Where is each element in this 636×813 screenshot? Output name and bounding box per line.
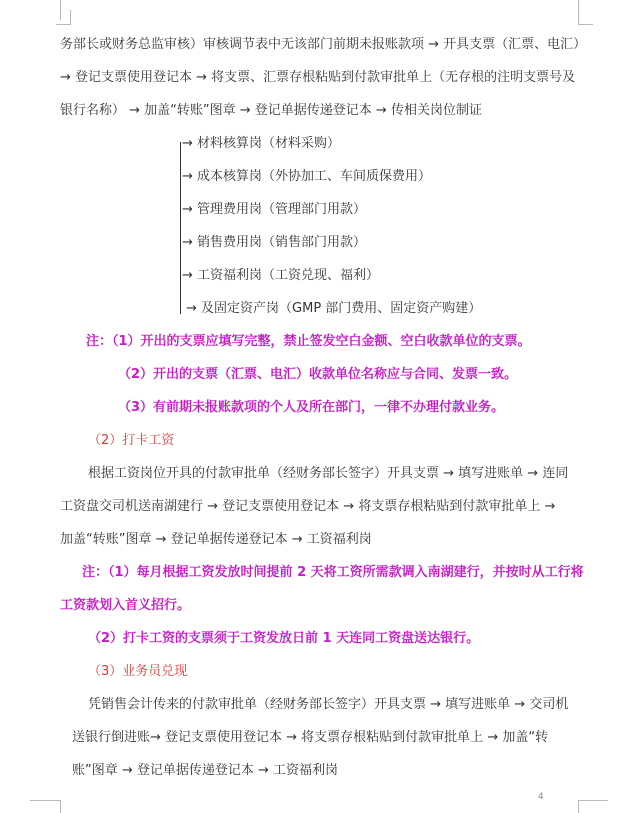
text-line: → 成本核算岗（外协加工、车间质保费用） xyxy=(182,169,432,184)
text-line: （2）打卡工资的支票须于工资发放日前 1 天连同工资盘送达银行。 xyxy=(88,631,480,646)
text-line: → 管理费用岗（管理部门用款） xyxy=(182,202,367,217)
text-line: 工资盘交司机送南湖建行 → 登记支票使用登记本 → 将支票存根粘贴到付款审批单上 → xyxy=(60,499,556,514)
branch-bracket-line xyxy=(180,142,181,314)
text-line: → 工资福利岗（工资兑现、福利） xyxy=(182,268,380,283)
text-line: （2）打卡工资 xyxy=(88,433,175,448)
text-line: 银行名称） → 加盖“转账”图章 → 登记单据传递登记本 → 传相关岗位制证 xyxy=(60,103,482,118)
text-line: → 销售费用岗（销售部门用款） xyxy=(182,235,367,250)
corner-mark-bottom-left xyxy=(60,800,61,813)
text-line: 注：（1）开出的支票应填写完整，禁止签发空白金额、空白收款单位的支票。 xyxy=(86,334,531,349)
text-line: （2）开出的支票（汇票、电汇）收款单位名称应与合同、发票一致。 xyxy=(118,367,518,382)
text-line: → 材料核算岗（材料采购） xyxy=(182,136,341,151)
text-line: （3）有前期未报账款项的个人及所在部门，一律不办理付款业务。 xyxy=(118,400,505,415)
text-line: 送银行倒进账→ 登记支票使用登记本 → 将支票存根粘贴到付款审批单上 → 加盖“转 xyxy=(72,730,549,745)
crop-mark-bottom-left xyxy=(30,800,60,807)
crop-mark-bottom-right xyxy=(578,800,608,807)
text-line: 注：（1）每月根据工资发放时间提前 2 天将工资所需款调入南湖建行，并按时从工行将 xyxy=(82,565,584,580)
text-line: 加盖“转账”图章 → 登记单据传递登记本 → 工资福利岗 xyxy=(60,532,372,547)
text-line: （3）业务员兑现 xyxy=(88,664,188,679)
text-line: 账”图章 → 登记单据传递登记本 → 工资福利岗 xyxy=(72,763,339,778)
text-line: 凭销售会计传来的付款审批单（经财务部长签字）开具支票 → 填写进账单 → 交司机 xyxy=(88,697,569,712)
text-line: → 及固定资产岗（GMP 部门费用、固定资产购建） xyxy=(186,301,482,316)
text-line: 务部长或财务总监审核）审核调节表中无该部门前期未报账款项 → 开具支票（汇票、电汇） xyxy=(60,37,587,52)
crop-mark-top-left xyxy=(56,10,71,25)
text-line: → 登记支票使用登记本 → 将支票、汇票存根粘贴到付款审批单上（无存根的注明支票号及 xyxy=(60,70,576,85)
text-line: 根据工资岗位开具的付款审批单（经财务部长签字）开具支票 → 填写进账单 → 连同 xyxy=(88,466,569,481)
page-number: 4 xyxy=(538,792,544,802)
crop-mark-top-right xyxy=(578,10,593,25)
text-line: 工资款划入首义招行。 xyxy=(60,598,191,613)
